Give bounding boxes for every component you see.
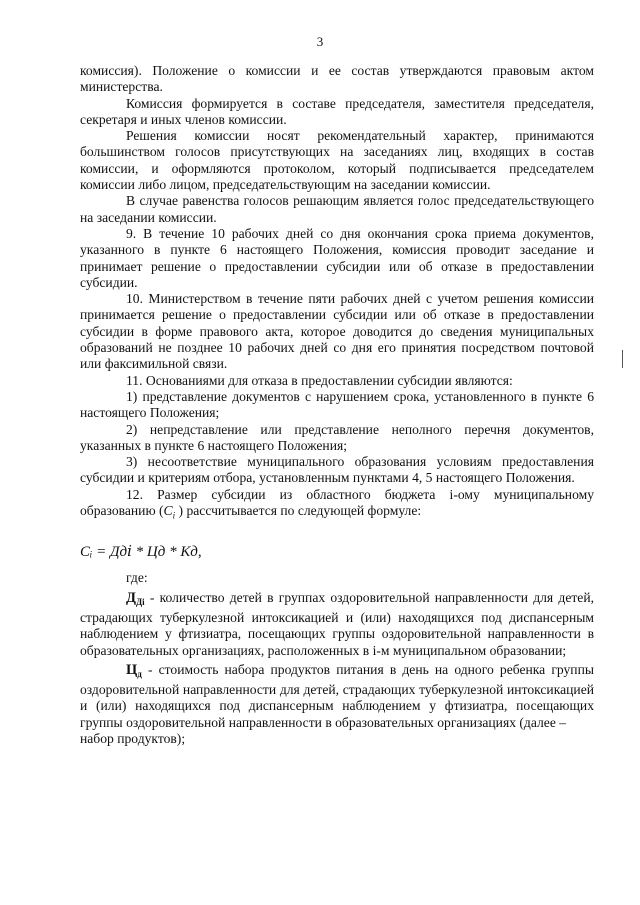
document-body <box>80 63 594 747</box>
paragraph: Комиссия формируется в составе председателя, заместителя председателя, секретаря и иных членов комиссии. <box>80 95 594 127</box>
text-run: - стоимость набора продуктов питания в день на одного ребенка группы оздоровительной направленности для детей, страдающих туберкулезной интоксикацией и (или) находящихся под диспансерным наблюдением у фтизиатра, посещающих группы оздоровительной направленности в образовательных организациях (далее – <box>80 661 594 730</box>
definition <box>80 590 594 659</box>
symbol-subscript: д <box>137 668 142 679</box>
page-number: 3 <box>316 34 324 49</box>
text-run: ) рассчитывается по следующей формуле: <box>175 503 422 519</box>
paragraph-item-9: 9. В течение 10 рабочих дней со дня окончания срока приема документов, указанного в пункте 6 настоящего Положения, комиссия проводит заседание и принимает решение о предоставлении субсидии или об отказе в предоставлении субсидии. <box>80 225 594 290</box>
paragraph: В случае равенства голосов решающим является голос председательствующего на заседании комиссии. <box>80 193 594 225</box>
symbol-c: C <box>163 503 173 519</box>
definition <box>80 662 594 731</box>
paragraph: Решения комиссии носят рекомендательный характер, принимаются большинством голосов присутствующих на заседаниях лиц, входящих в состав комиссии, и оформляются протоколом, который подписывается председателем комиссии либо лицом, председательствующим на заседании комиссии. <box>80 128 594 193</box>
paragraph: набор продуктов); <box>80 731 186 746</box>
paragraph-item-11: 11. Основаниями для отказа в предоставлении субсидии являются: <box>126 372 513 388</box>
symbol: Д <box>126 589 136 606</box>
list-item: 2) непредставление или представление неполного перечня документов, указанных в пункте 6 настоящего Положения; <box>80 421 594 453</box>
paragraph: комиссия). Положение о комиссии и ее состав утверждаются правовым актом министерства. <box>80 63 594 95</box>
text-run: - количество детей в группах оздоровительной направленности для детей, страдающих туберкулезной интоксикацией и (или) находящихся под диспансерным наблюдением у фтизиатра, посещающих группы оздоровительной направленности в образовательных организациях, расположенных в i-м муниципальном образовании; <box>80 589 594 658</box>
list-item: 1) представление документов с нарушением срока, установленного в пункте 6 настоящего Положения; <box>80 388 594 421</box>
list-item: 3) несоответствие муниципального образования условиям предоставления субсидии и критериям отбора, установленным пунктами 4, 5 настоящего Положения. <box>80 454 594 486</box>
symbol-subscript: i <box>172 510 176 521</box>
symbol: Ц <box>126 661 138 678</box>
margin-mark <box>622 350 623 368</box>
formula: Cᵢ = Дд𝑖 * Цд * Кд, <box>80 544 202 561</box>
symbol-subscript: Дi <box>135 596 145 607</box>
paragraph-item-12 <box>80 487 594 524</box>
where-label: где: <box>126 570 148 586</box>
paragraph-item-10: 10. Министерством в течение пяти рабочих дней с учетом решения комиссии принимается решение о предоставлении субсидии или об отказе в предоставлении субсидии в форме правового акта, которое доводится до сведения муниципальных образований не позднее 10 рабочих дней со дня его принятия посредством почтовой или факсимильной связи. <box>80 291 594 372</box>
text-run: 12. Размер субсидии из областного бюджета i-ому муниципальному образованию ( <box>80 486 594 519</box>
